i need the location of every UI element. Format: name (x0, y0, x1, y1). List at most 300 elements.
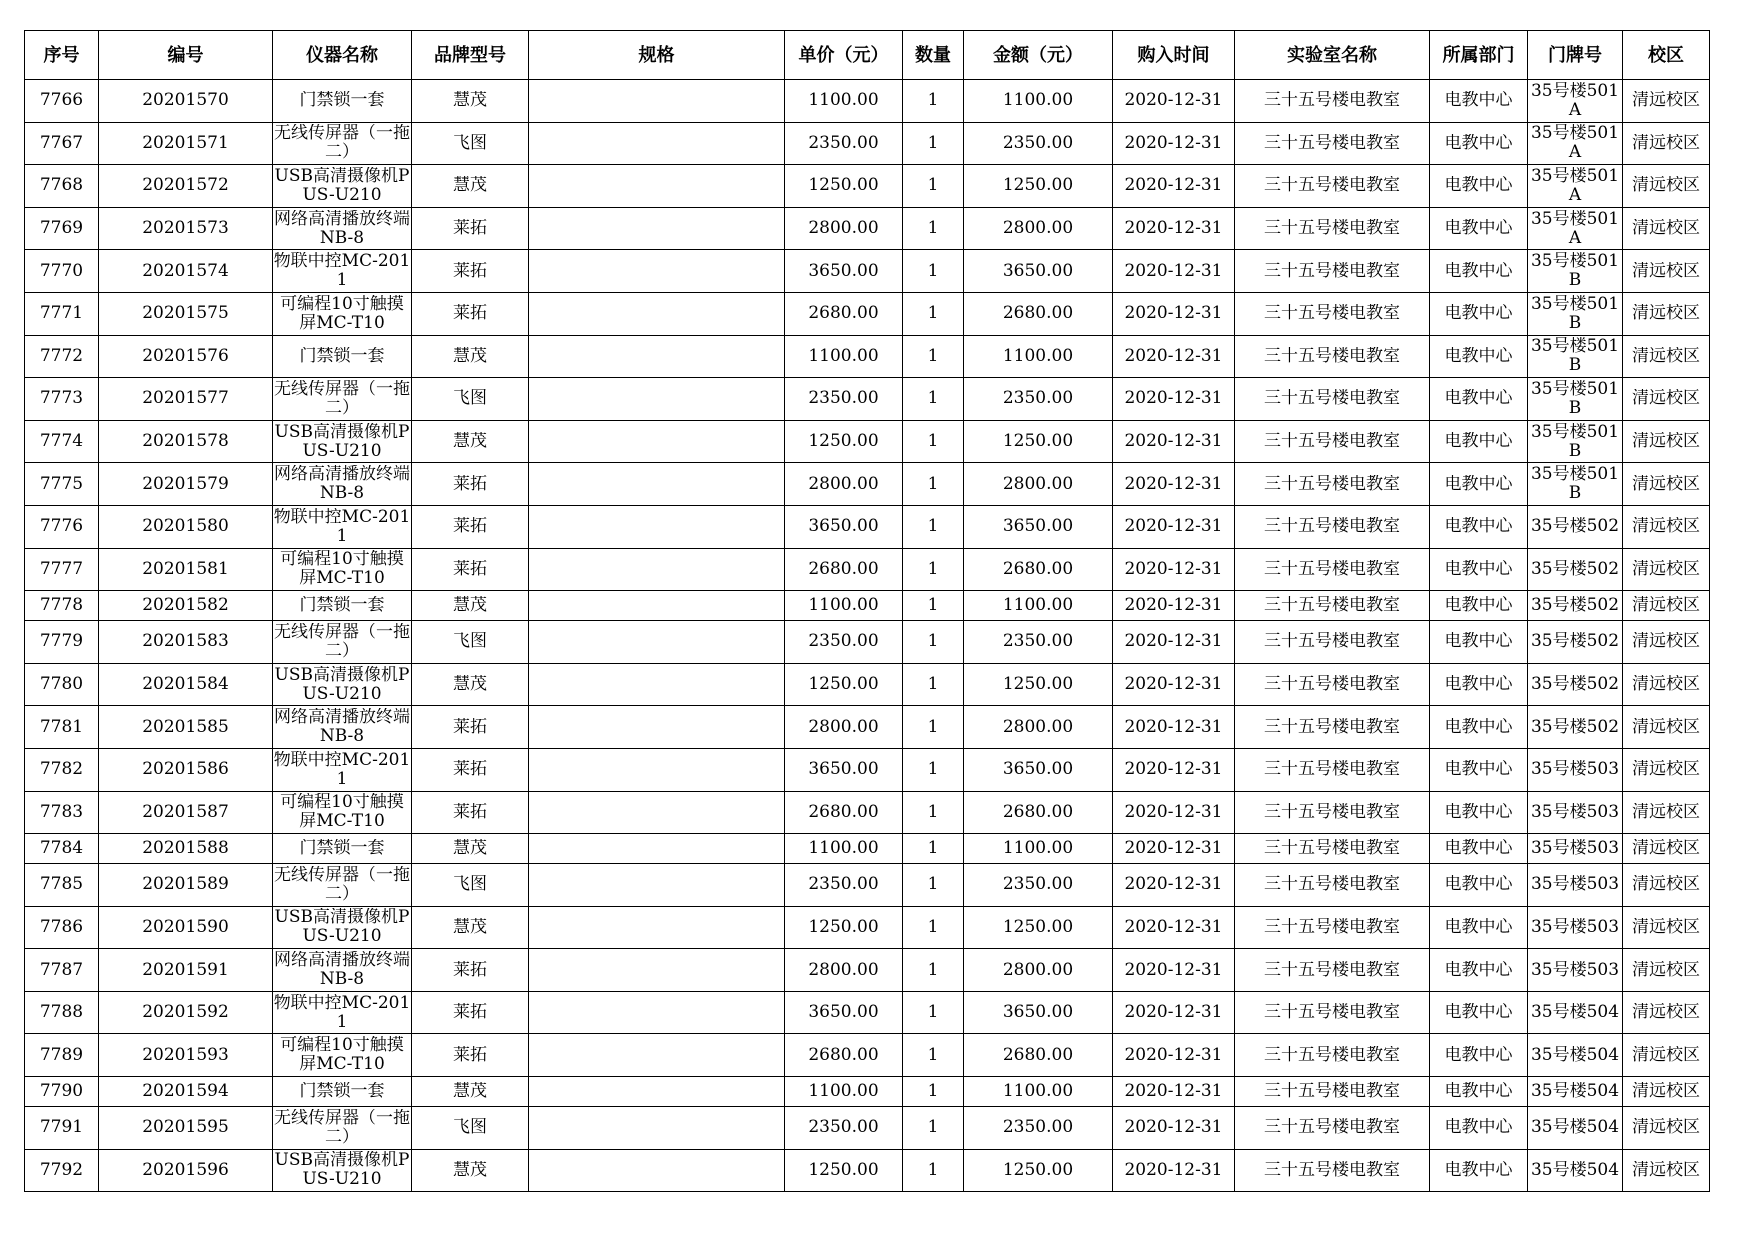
cell-dept (1430, 207, 1528, 250)
cell-date (1113, 706, 1235, 749)
cell-brand (412, 1034, 529, 1077)
cell-brand (412, 80, 529, 123)
cell-campus-text: 清远校区 (1632, 839, 1700, 859)
cell-brand (412, 463, 529, 506)
cell-amount (964, 991, 1113, 1034)
cell-price-text: 1250.00 (808, 917, 879, 937)
cell-date (1113, 250, 1235, 293)
cell-campus-text: 清远校区 (1632, 304, 1700, 324)
cell-room (1528, 834, 1623, 864)
cell-room-text: 35号楼501A (1530, 124, 1620, 163)
cell-name (273, 906, 412, 949)
cell-amount-text: 2680.00 (1002, 304, 1074, 324)
cell-code-text: 20201571 (142, 133, 229, 153)
cell-dept-text: 电教中心 (1444, 346, 1513, 366)
cell-campus (1623, 906, 1710, 949)
cell-room-text: 35号楼504 (1530, 1082, 1620, 1102)
table-row (25, 292, 1710, 335)
cell-dept (1430, 250, 1528, 293)
cell-brand (412, 1107, 529, 1150)
cell-name (273, 663, 412, 706)
cell-brand (412, 621, 529, 664)
cell-name (273, 591, 412, 621)
cell-spec (529, 591, 785, 621)
header-seq: 序号 (25, 31, 99, 80)
cell-lab (1235, 748, 1430, 791)
cell-name-text: 门禁锁一套 (299, 596, 385, 616)
cell-dept (1430, 463, 1528, 506)
header-room: 门牌号 (1528, 31, 1623, 80)
cell-price-text: 3650.00 (808, 517, 879, 537)
cell-brand-text: 莱拓 (453, 559, 487, 579)
cell-room-text: 35号楼501B (1530, 252, 1620, 291)
cell-price-text: 2680.00 (808, 1045, 879, 1065)
cell-name (273, 949, 412, 992)
cell-seq (25, 420, 99, 463)
table-row (25, 250, 1710, 293)
cell-campus (1623, 250, 1710, 293)
cell-seq-text: 7788 (39, 1003, 84, 1023)
cell-campus-text: 清远校区 (1632, 346, 1700, 366)
cell-date (1113, 1034, 1235, 1077)
cell-name (273, 1107, 412, 1150)
cell-amount-text: 1100.00 (1002, 596, 1074, 616)
cell-room-text: 35号楼501B (1530, 379, 1620, 418)
cell-campus (1623, 335, 1710, 378)
cell-price-text: 2800.00 (808, 219, 879, 239)
cell-date-text: 2020-12-31 (1124, 875, 1223, 895)
cell-code-text: 20201595 (142, 1118, 229, 1138)
cell-room (1528, 663, 1623, 706)
cell-code (99, 165, 273, 208)
cell-code-text: 20201583 (142, 632, 229, 652)
cell-spec (529, 505, 785, 548)
cell-price (785, 505, 903, 548)
cell-amount-text: 2350.00 (1002, 632, 1074, 652)
cell-price-text: 2680.00 (808, 802, 879, 822)
cell-code-text: 20201579 (142, 474, 229, 494)
cell-seq (25, 122, 99, 165)
cell-date-text: 2020-12-31 (1124, 389, 1223, 409)
cell-qty (903, 748, 964, 791)
cell-code-text: 20201572 (142, 176, 229, 196)
cell-price (785, 292, 903, 335)
cell-amount-text: 2800.00 (1002, 474, 1074, 494)
cell-seq-text: 7781 (39, 717, 84, 737)
cell-date (1113, 1107, 1235, 1150)
cell-spec (529, 122, 785, 165)
cell-date-text: 2020-12-31 (1124, 632, 1223, 652)
cell-lab (1235, 505, 1430, 548)
cell-name (273, 122, 412, 165)
cell-dept-text: 电教中心 (1444, 474, 1513, 494)
cell-lab-text: 三十五号楼电教室 (1264, 1160, 1400, 1180)
cell-amount-text: 3650.00 (1002, 760, 1074, 780)
cell-lab-text: 三十五号楼电教室 (1264, 802, 1400, 822)
cell-campus-text: 清远校区 (1632, 960, 1700, 980)
cell-date (1113, 621, 1235, 664)
cell-date-text: 2020-12-31 (1124, 917, 1223, 937)
cell-lab (1235, 906, 1430, 949)
cell-qty (903, 548, 964, 591)
cell-price (785, 591, 903, 621)
cell-lab-text: 三十五号楼电教室 (1264, 1003, 1400, 1023)
cell-name-text: 无线传屏器（一拖二） (274, 379, 410, 418)
cell-seq (25, 663, 99, 706)
cell-qty-text: 1 (927, 304, 939, 324)
cell-dept-text: 电教中心 (1444, 802, 1513, 822)
cell-dept-text: 电教中心 (1444, 960, 1513, 980)
cell-qty-text: 1 (927, 389, 939, 409)
cell-date (1113, 1077, 1235, 1107)
cell-qty (903, 165, 964, 208)
cell-name-text: USB高清摄像机PUS-U210 (274, 908, 410, 947)
cell-qty-text: 1 (927, 1045, 939, 1065)
cell-spec (529, 207, 785, 250)
cell-seq-text: 7784 (39, 839, 84, 859)
cell-spec (529, 165, 785, 208)
cell-price (785, 621, 903, 664)
cell-code-text: 20201589 (142, 875, 229, 895)
cell-lab (1235, 292, 1430, 335)
cell-dept (1430, 1149, 1528, 1192)
cell-name-text: 物联中控MC-2011 (273, 993, 411, 1032)
cell-campus-text: 清远校区 (1632, 1160, 1700, 1180)
cell-brand-text: 慧茂 (453, 917, 487, 937)
cell-date-text: 2020-12-31 (1124, 839, 1223, 859)
cell-amount-text: 2800.00 (1002, 717, 1074, 737)
cell-seq (25, 591, 99, 621)
cell-campus (1623, 548, 1710, 591)
cell-date (1113, 949, 1235, 992)
cell-amount (964, 834, 1113, 864)
cell-spec (529, 1107, 785, 1150)
cell-code (99, 748, 273, 791)
cell-price-text: 2680.00 (808, 559, 879, 579)
cell-code (99, 621, 273, 664)
cell-lab-text: 三十五号楼电教室 (1264, 717, 1400, 737)
cell-lab-text: 三十五号楼电教室 (1264, 219, 1400, 239)
cell-price (785, 1149, 903, 1192)
cell-code-text: 20201596 (142, 1160, 229, 1180)
cell-date-text: 2020-12-31 (1124, 91, 1223, 111)
cell-seq-text: 7789 (39, 1045, 84, 1065)
cell-code-text: 20201570 (142, 91, 229, 111)
cell-brand (412, 906, 529, 949)
cell-name (273, 378, 412, 421)
cell-qty-text: 1 (927, 346, 939, 366)
cell-seq (25, 250, 99, 293)
cell-date-text: 2020-12-31 (1124, 517, 1223, 537)
cell-price (785, 1107, 903, 1150)
cell-seq-text: 7783 (39, 802, 84, 822)
cell-brand (412, 663, 529, 706)
cell-brand-text: 莱拓 (453, 1045, 487, 1065)
cell-lab (1235, 250, 1430, 293)
cell-qty-text: 1 (927, 596, 939, 616)
cell-seq-text: 7779 (39, 632, 84, 652)
cell-brand-text: 莱拓 (453, 304, 487, 324)
cell-brand-text: 飞图 (453, 133, 487, 153)
cell-room (1528, 1107, 1623, 1150)
cell-date (1113, 663, 1235, 706)
cell-code-text: 20201580 (142, 517, 229, 537)
cell-price (785, 463, 903, 506)
cell-campus (1623, 834, 1710, 864)
cell-lab (1235, 548, 1430, 591)
cell-qty (903, 591, 964, 621)
cell-date (1113, 292, 1235, 335)
cell-amount-text: 1250.00 (1002, 432, 1074, 452)
cell-dept (1430, 621, 1528, 664)
cell-lab-text: 三十五号楼电教室 (1264, 632, 1400, 652)
cell-amount (964, 122, 1113, 165)
cell-amount (964, 663, 1113, 706)
cell-code (99, 834, 273, 864)
cell-seq (25, 949, 99, 992)
cell-spec (529, 335, 785, 378)
cell-dept-text: 电教中心 (1444, 219, 1513, 239)
cell-amount-text: 2350.00 (1002, 133, 1074, 153)
cell-seq (25, 207, 99, 250)
cell-code (99, 1149, 273, 1192)
cell-name-text: USB高清摄像机PUS-U210 (274, 422, 410, 461)
header-amount: 金额（元） (964, 31, 1113, 80)
cell-amount-text: 1250.00 (1002, 675, 1074, 695)
cell-amount (964, 1077, 1113, 1107)
cell-price-text: 1100.00 (808, 839, 879, 859)
cell-amount (964, 621, 1113, 664)
cell-seq (25, 548, 99, 591)
cell-code-text: 20201591 (142, 960, 229, 980)
cell-room (1528, 548, 1623, 591)
table-row (25, 663, 1710, 706)
cell-room (1528, 250, 1623, 293)
cell-price (785, 548, 903, 591)
cell-campus-text: 清远校区 (1632, 389, 1700, 409)
cell-campus-text: 清远校区 (1632, 917, 1700, 937)
cell-amount (964, 165, 1113, 208)
cell-name-text: 网络高清播放终端NB-8 (274, 209, 410, 248)
cell-qty (903, 207, 964, 250)
cell-campus-text: 清远校区 (1632, 717, 1700, 737)
cell-dept-text: 电教中心 (1444, 1045, 1513, 1065)
cell-campus-text: 清远校区 (1632, 91, 1700, 111)
cell-date-text: 2020-12-31 (1124, 219, 1223, 239)
cell-date-text: 2020-12-31 (1124, 960, 1223, 980)
cell-dept (1430, 335, 1528, 378)
cell-name-text: 网络高清播放终端NB-8 (274, 708, 410, 747)
cell-date-text: 2020-12-31 (1124, 1160, 1223, 1180)
cell-dept (1430, 1077, 1528, 1107)
cell-qty (903, 1149, 964, 1192)
cell-date-text: 2020-12-31 (1124, 1003, 1223, 1023)
cell-room (1528, 1034, 1623, 1077)
cell-lab (1235, 621, 1430, 664)
cell-brand-text: 莱拓 (453, 760, 487, 780)
cell-date (1113, 505, 1235, 548)
cell-campus-text: 清远校区 (1632, 875, 1700, 895)
cell-campus-text: 清远校区 (1632, 176, 1700, 196)
cell-room (1528, 991, 1623, 1034)
cell-seq (25, 1034, 99, 1077)
cell-seq (25, 706, 99, 749)
cell-brand (412, 207, 529, 250)
cell-campus (1623, 1077, 1710, 1107)
cell-name (273, 834, 412, 864)
cell-campus (1623, 949, 1710, 992)
cell-spec (529, 621, 785, 664)
cell-spec (529, 834, 785, 864)
cell-qty-text: 1 (927, 1118, 939, 1138)
cell-campus (1623, 463, 1710, 506)
cell-spec (529, 906, 785, 949)
cell-code-text: 20201578 (142, 432, 229, 452)
cell-campus (1623, 378, 1710, 421)
cell-date-text: 2020-12-31 (1124, 176, 1223, 196)
table-row (25, 949, 1710, 992)
cell-name (273, 864, 412, 907)
cell-room (1528, 80, 1623, 123)
cell-price (785, 122, 903, 165)
cell-dept (1430, 292, 1528, 335)
cell-brand-text: 慧茂 (453, 596, 487, 616)
table-row (25, 591, 1710, 621)
cell-room (1528, 207, 1623, 250)
cell-seq (25, 1107, 99, 1150)
cell-name (273, 1034, 412, 1077)
cell-date-text: 2020-12-31 (1124, 675, 1223, 695)
cell-lab-text: 三十五号楼电教室 (1264, 917, 1400, 937)
cell-seq (25, 292, 99, 335)
cell-brand (412, 378, 529, 421)
cell-amount-text: 1100.00 (1002, 839, 1074, 859)
cell-room (1528, 122, 1623, 165)
cell-brand-text: 慧茂 (453, 839, 487, 859)
cell-lab-text: 三十五号楼电教室 (1264, 176, 1400, 196)
cell-price (785, 906, 903, 949)
cell-brand (412, 292, 529, 335)
cell-room (1528, 706, 1623, 749)
cell-date-text: 2020-12-31 (1124, 474, 1223, 494)
cell-code-text: 20201576 (142, 346, 229, 366)
cell-dept (1430, 834, 1528, 864)
cell-brand (412, 748, 529, 791)
cell-dept-text: 电教中心 (1444, 1118, 1513, 1138)
cell-date-text: 2020-12-31 (1124, 760, 1223, 780)
cell-brand-text: 慧茂 (453, 346, 487, 366)
cell-price (785, 791, 903, 834)
cell-dept-text: 电教中心 (1444, 261, 1513, 281)
cell-room (1528, 1149, 1623, 1192)
cell-room-text: 35号楼503 (1530, 875, 1620, 895)
cell-seq-text: 7786 (39, 917, 84, 937)
cell-campus-text: 清远校区 (1632, 1003, 1700, 1023)
cell-seq (25, 906, 99, 949)
cell-brand (412, 591, 529, 621)
cell-name-text: 门禁锁一套 (299, 346, 385, 366)
cell-seq (25, 505, 99, 548)
cell-dept-text: 电教中心 (1444, 176, 1513, 196)
cell-price (785, 1077, 903, 1107)
cell-price-text: 1250.00 (808, 675, 879, 695)
cell-code-text: 20201581 (142, 559, 229, 579)
cell-campus-text: 清远校区 (1632, 675, 1700, 695)
cell-qty-text: 1 (927, 675, 939, 695)
cell-price-text: 2680.00 (808, 304, 879, 324)
cell-room (1528, 906, 1623, 949)
cell-seq-text: 7774 (39, 432, 84, 452)
cell-brand-text: 莱拓 (453, 219, 487, 239)
cell-date (1113, 378, 1235, 421)
cell-seq-text: 7771 (39, 304, 84, 324)
header-date: 购入时间 (1113, 31, 1235, 80)
cell-campus (1623, 1149, 1710, 1192)
cell-dept (1430, 80, 1528, 123)
cell-date (1113, 335, 1235, 378)
cell-campus (1623, 207, 1710, 250)
cell-amount-text: 2800.00 (1002, 960, 1074, 980)
cell-room (1528, 621, 1623, 664)
cell-amount-text: 2350.00 (1002, 389, 1074, 409)
cell-seq-text: 7776 (39, 517, 84, 537)
cell-lab-text: 三十五号楼电教室 (1264, 1118, 1400, 1138)
cell-code (99, 1107, 273, 1150)
cell-campus-text: 清远校区 (1632, 559, 1700, 579)
header-lab: 实验室名称 (1235, 31, 1430, 80)
cell-campus (1623, 621, 1710, 664)
header-row (25, 31, 1710, 80)
cell-room (1528, 420, 1623, 463)
cell-qty-text: 1 (927, 1160, 939, 1180)
cell-spec (529, 748, 785, 791)
cell-code-text: 20201582 (142, 596, 229, 616)
cell-seq (25, 1077, 99, 1107)
cell-amount-text: 1100.00 (1002, 91, 1074, 111)
cell-campus-text: 清远校区 (1632, 596, 1700, 616)
cell-seq (25, 791, 99, 834)
cell-seq (25, 335, 99, 378)
cell-name-text: 可编程10寸触摸屏MC-T10 (280, 793, 404, 832)
cell-brand-text: 莱拓 (453, 960, 487, 980)
cell-qty-text: 1 (927, 176, 939, 196)
cell-room-text: 35号楼501B (1530, 422, 1620, 461)
cell-date-text: 2020-12-31 (1124, 133, 1223, 153)
cell-seq-text: 7782 (39, 760, 84, 780)
cell-campus-text: 清远校区 (1632, 1118, 1700, 1138)
cell-price-text: 2350.00 (808, 389, 879, 409)
cell-brand-text: 慧茂 (453, 1082, 487, 1102)
cell-price (785, 335, 903, 378)
cell-dept-text: 电教中心 (1444, 839, 1513, 859)
cell-amount (964, 748, 1113, 791)
cell-spec (529, 420, 785, 463)
cell-code (99, 864, 273, 907)
cell-lab-text: 三十五号楼电教室 (1264, 596, 1400, 616)
cell-dept-text: 电教中心 (1444, 632, 1513, 652)
cell-lab-text: 三十五号楼电教室 (1264, 346, 1400, 366)
cell-brand (412, 505, 529, 548)
cell-amount-text: 3650.00 (1002, 517, 1074, 537)
cell-room-text: 35号楼503 (1530, 760, 1620, 780)
cell-amount-text: 2350.00 (1002, 1118, 1074, 1138)
cell-qty-text: 1 (927, 632, 939, 652)
table-row (25, 1034, 1710, 1077)
cell-lab-text: 三十五号楼电教室 (1264, 304, 1400, 324)
cell-campus (1623, 1107, 1710, 1150)
cell-name (273, 335, 412, 378)
cell-lab (1235, 165, 1430, 208)
